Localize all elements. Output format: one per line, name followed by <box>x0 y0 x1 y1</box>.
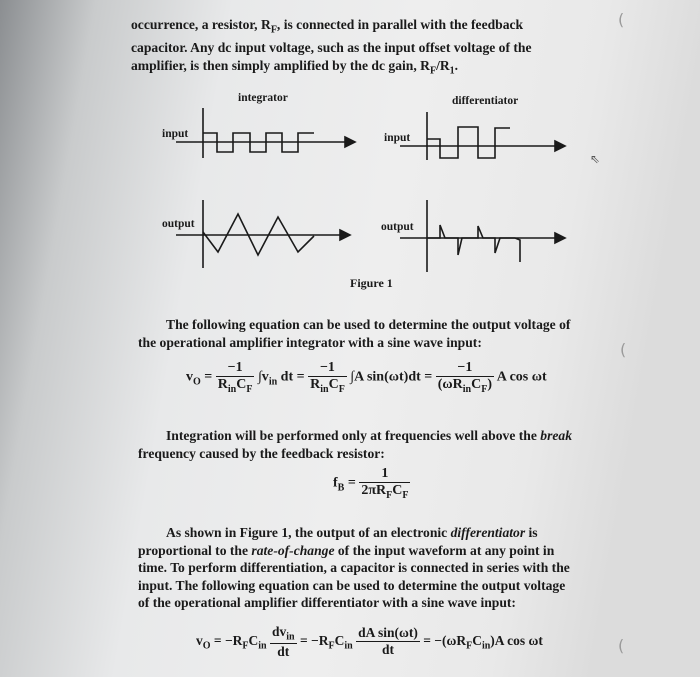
input-label-left: input <box>162 128 189 140</box>
differentiator-input-square-wave <box>427 127 510 158</box>
differentiator-line-4: input. The following equation can be used to determine the output voltage <box>138 577 566 593</box>
output-label-left: output <box>162 218 195 230</box>
integrator-paragraph <box>138 316 590 351</box>
integrator-output-arrow <box>340 230 350 240</box>
eq2-fraction: $\frac{1}{2\pi R_FC_F}$ <box>361 466 409 501</box>
differentiator-label: differentiator <box>452 95 519 107</box>
intro-line-2: capacitor. Any dc input voltage, such as the input offset voltage of the <box>131 40 532 56</box>
differentiator-paragraph <box>138 524 590 612</box>
break-frequency-paragraph <box>138 427 590 462</box>
cursor-icon: ⇖ <box>590 152 601 166</box>
integrator-paragraph-line-1: The following equation can be used to determine the output voltage of <box>166 317 571 332</box>
margin-pencil-mark: ( <box>620 340 627 359</box>
integrator-paragraph-line-2: the operational amplifier integrator with a sine wave input: <box>138 334 482 350</box>
differentiator-line-2: proportional to the rate-of-change of the input waveform at any point in <box>138 542 555 558</box>
margin-pencil-mark: ( <box>618 636 625 655</box>
break-frequency-equation: $f_B$ = $\frac{1}{2\pi R_FC_F}$ <box>333 466 409 501</box>
intro-line-1: occurrence, a resistor, $R_F$, is connected in parallel with the feedback <box>131 17 524 36</box>
output-label-right: output <box>381 221 414 233</box>
integrator-input-arrow <box>345 137 355 147</box>
differentiator-line-3: time. To perform differentiation, a capacitor is connected in series with the <box>138 560 570 575</box>
figure-caption: Figure 1 <box>350 276 393 290</box>
eq3-fraction-2: $\frac{\text{dA sin(ωt)}}{dt}$ <box>358 625 418 658</box>
integrator-label: integrator <box>238 92 288 104</box>
break-frequency-line-1: Integration will be performed only at frequencies well above the break <box>166 428 573 443</box>
differentiator-line-5: of the operational amplifier differentiator with a sine wave input: <box>138 595 516 610</box>
margin-pencil-mark: ( <box>618 10 625 29</box>
eq1-fraction-1: $\frac{-1}{R_{in}C_F}$ <box>217 360 253 395</box>
break-frequency-line-2: frequency caused by the feedback resistor: <box>138 445 385 461</box>
intro-line-3: amplifier, is then simply amplified by the dc gain, $R_F/R_1$. <box>131 57 459 77</box>
integrator-equation: $v_O$ = $\frac{-1}{R_{in}C_F}$ $\int v_{in}$ dt = $\frac{-1}{R_{in}C_F}$ ∫A sin(ωt)dt = $\frac{-1}{(\omega R_{in}C_F)}$ A cos ωt <box>186 360 547 395</box>
eq3-fraction-1: $\frac{dv_{in}}{dt}$ <box>272 624 295 659</box>
eq1-fraction-2: $\frac{-1}{R_{in}C_F}$ <box>310 360 345 395</box>
differentiator-output-spike-wave <box>427 225 520 262</box>
differentiator-input-arrow <box>555 141 565 151</box>
differentiator-line-1: As shown in Figure 1, the output of an electronic differentiator is <box>166 525 538 540</box>
input-label-right: input <box>384 132 411 144</box>
differentiator-equation: $v_O = -R_FC_{in}$ $\frac{dv_{in}}{dt}$ = $-R_FC_{in}$ $\frac{\text{dA sin(ωt)}}{dt}$ = $-(\omega R_FC_{in})A$ cos ωt <box>196 624 543 659</box>
differentiator-output-arrow <box>555 233 565 243</box>
eq1-fraction-3: $\frac{-1}{(\omega R_{in}C_F)}$ <box>437 360 493 395</box>
